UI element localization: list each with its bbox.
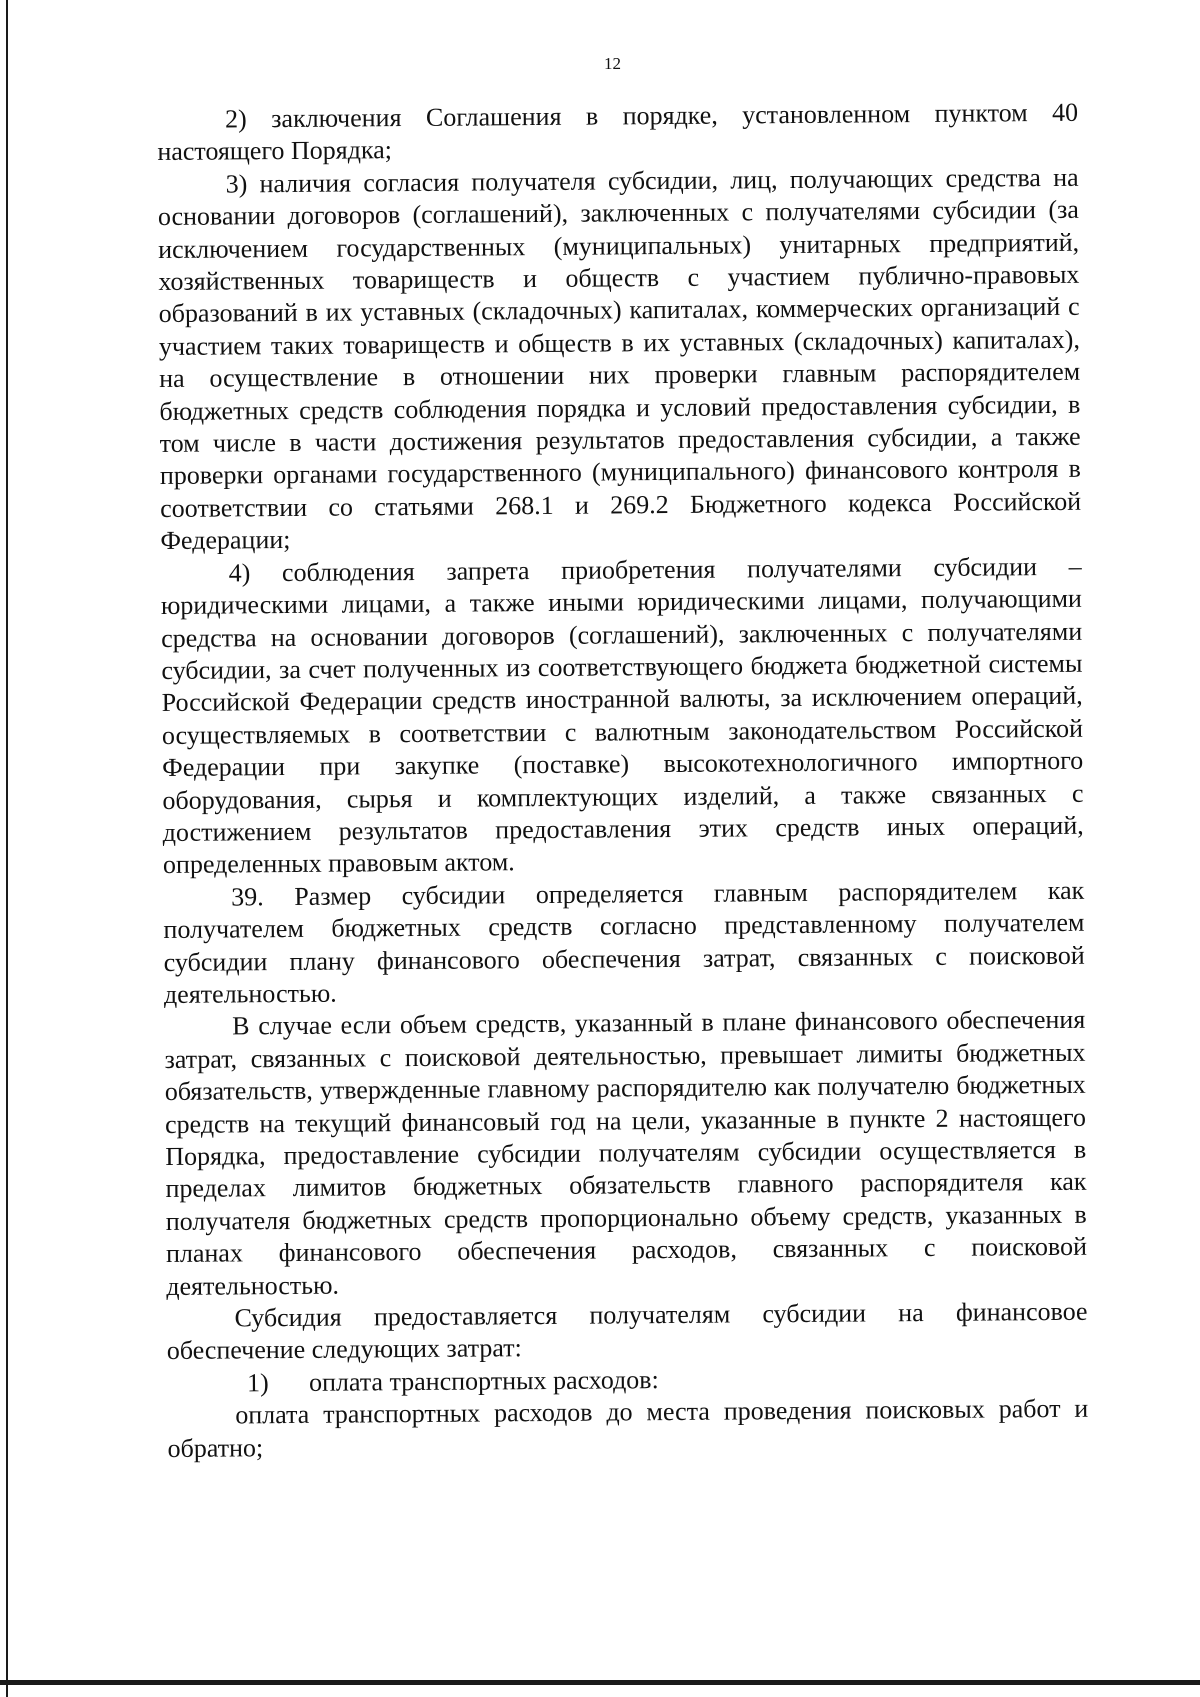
list-item-number: 1): [246, 1368, 269, 1398]
paragraph-subsidy-costs: Субсидия предоставляется получателям субсидии на финансовое обеспечение следующих затрат:: [166, 1296, 1088, 1366]
bottom-border-line: [0, 1680, 1200, 1685]
paragraph-item-2: 2) заключения Соглашения в порядке, установленном пунктом 40 настоящего Порядка;: [157, 97, 1079, 167]
page-number: 12: [604, 54, 621, 73]
list-item-text: оплата транспортных расходов:: [308, 1364, 659, 1397]
document-body: [157, 97, 1089, 1465]
paragraph-transport-details: оплата транспортных расходов до места проведения поисковых работ и обратно;: [167, 1393, 1089, 1463]
left-border-line: [6, 0, 8, 1697]
paragraph-item-3: 3) наличия согласия получателя субсидии, лиц, получающих средства на основании договоров (соглашений), заключенных с получателями субсидии (за исключением государственных (муниципальных) унитарных предприятий, хозяйственных товариществ и обществ с участием публично-правовых образований в их уставных (складочных) капиталах, коммерческих организаций с участием таких товариществ и обществ в их уставных (складочных) капиталах), на осуществление в отношении них проверки главным распорядителем бюджетных средств соблюдения порядка и условий предоставления субсидии, в том числе в части достижения результатов предоставления субсидии, а также проверки органами государственного (муниципального) финансового контроля в соответствии со статьями 268.1 и 269.2 Бюджетного кодекса Российской Федерации;: [157, 162, 1082, 556]
paragraph-39: 39. Размер субсидии определяется главным распорядителем как получателем бюджетных средств согласно представленному получателем субсидии плану финансового обеспечения затрат, связанных с поисковой деятельностью.: [163, 875, 1085, 1009]
paragraph-limit-case: В случае если объем средств, указанный в плане финансового обеспечения затрат, связанных с поисковой деятельностью, превышает лимиты бюджетных обязательств, утвержденные главному распорядителю как получателю бюджетных средств на текущий финансовый год на цели, указанные в пункте 2 настоящего Порядка, предоставление субсидии получателям субсидии осуществляется в пределах лимитов бюджетных обязательств главного распорядителя как получателя бюджетных средств пропорционально объему средств, указанных в планах финансового обеспечения расходов, связанных с поисковой деятельностью.: [164, 1005, 1088, 1301]
paragraph-item-4: 4) соблюдения запрета приобретения получателями субсидии – юридическими лицами, а также иными юридическими лицами, получающими средства на основании договоров (соглашений), заключенных с получателями субсидии, за счет полученных из соответствующего бюджета бюджетной системы Российской Федерации средств иностранной валюты, за исключением операций, осуществляемых в соответствии с валютным законодательством Российской Федерации при закупке (поставке) высокотехнологичного импортного оборудования, сырья и комплектующих изделий, а также связанных с достижением результатов предоставления этих средств иных операций, определенных правовым актом.: [160, 551, 1084, 880]
